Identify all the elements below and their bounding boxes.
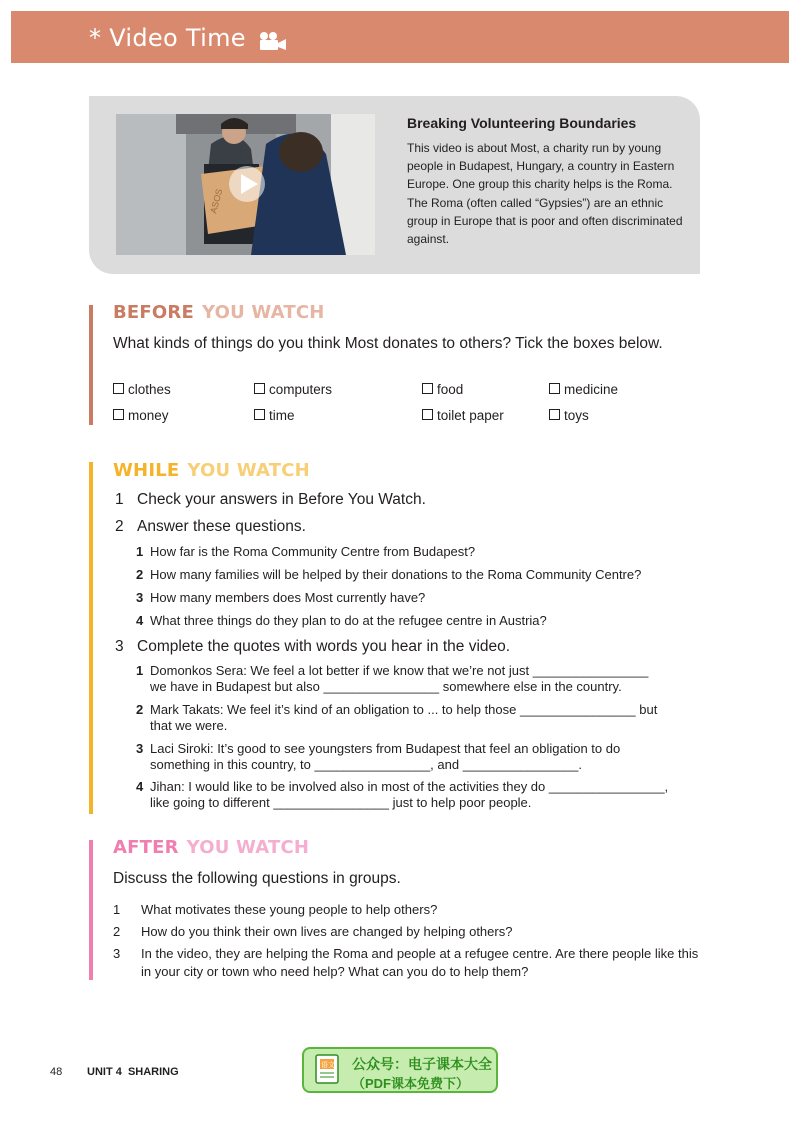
option-money[interactable]: money [113, 408, 169, 423]
video-title: Breaking Volunteering Boundaries [407, 115, 637, 131]
checkbox[interactable] [549, 409, 560, 420]
option-clothes[interactable]: clothes [113, 382, 171, 397]
svg-text:语文: 语文 [321, 1061, 335, 1069]
while-heading-word1: WHILE [113, 460, 180, 481]
option-toys[interactable]: toys [549, 408, 589, 423]
before-heading-word2: YOU WATCH [201, 302, 325, 323]
option-toilet-paper[interactable]: toilet paper [422, 408, 504, 423]
while-task-3: 3 Complete the quotes with words you hear in the video. [115, 638, 511, 655]
page-number: 48 [50, 1066, 63, 1078]
section-title: * Video Time [89, 24, 246, 52]
while-heading [113, 460, 310, 481]
video-thumbnail[interactable] [116, 114, 375, 255]
option-computers[interactable]: computers [254, 382, 332, 397]
checkbox[interactable] [113, 383, 124, 394]
book-icon [312, 1053, 344, 1089]
checkbox[interactable] [549, 383, 560, 394]
option-food[interactable]: food [422, 382, 463, 397]
video-description: This video is about Most, a charity run by young people in Budapest, Hungary, a country in Eastern Europe. One group this charity helps is the Roma. The Roma (often called “Gypsies”) are an ethnic group in Europe that is poor and often discriminated against. [407, 141, 683, 247]
checkbox[interactable] [254, 409, 265, 420]
option-time[interactable]: time [254, 408, 295, 423]
watermark-badge [302, 1047, 498, 1093]
video-camera-icon [258, 31, 288, 56]
box-label: ASOS [208, 187, 225, 215]
section-header-banner [11, 11, 789, 63]
while-task-1: 1 Check your answers in Before You Watch. [115, 491, 426, 508]
after-heading-word2: YOU WATCH [186, 837, 310, 858]
after-heading [113, 837, 309, 858]
before-section-bar [89, 305, 93, 425]
watermark-line2: （PDF课本免费下） [352, 1076, 470, 1091]
after-section-bar [89, 840, 93, 980]
option-medicine[interactable]: medicine [549, 382, 618, 397]
before-heading [113, 302, 325, 323]
while-task-2: 2 Answer these questions. [115, 518, 306, 535]
checkbox[interactable] [254, 383, 265, 394]
before-heading-word1: BEFORE [113, 302, 194, 323]
after-heading-word1: AFTER [113, 837, 179, 858]
watermark-line1: 公众号：电子课本大全 [352, 1056, 492, 1072]
while-heading-word2: YOU WATCH [187, 460, 310, 481]
before-instruction: What kinds of things do you think Most donates to others? Tick the boxes below. [113, 335, 663, 352]
checkbox[interactable] [422, 383, 433, 394]
checkbox[interactable] [422, 409, 433, 420]
after-instruction: Discuss the following questions in groups. [113, 870, 401, 887]
checkbox[interactable] [113, 409, 124, 420]
video-info-panel [89, 96, 700, 274]
while-section-bar [89, 462, 93, 814]
unit-label: UNIT 4 SHARING [87, 1066, 179, 1078]
